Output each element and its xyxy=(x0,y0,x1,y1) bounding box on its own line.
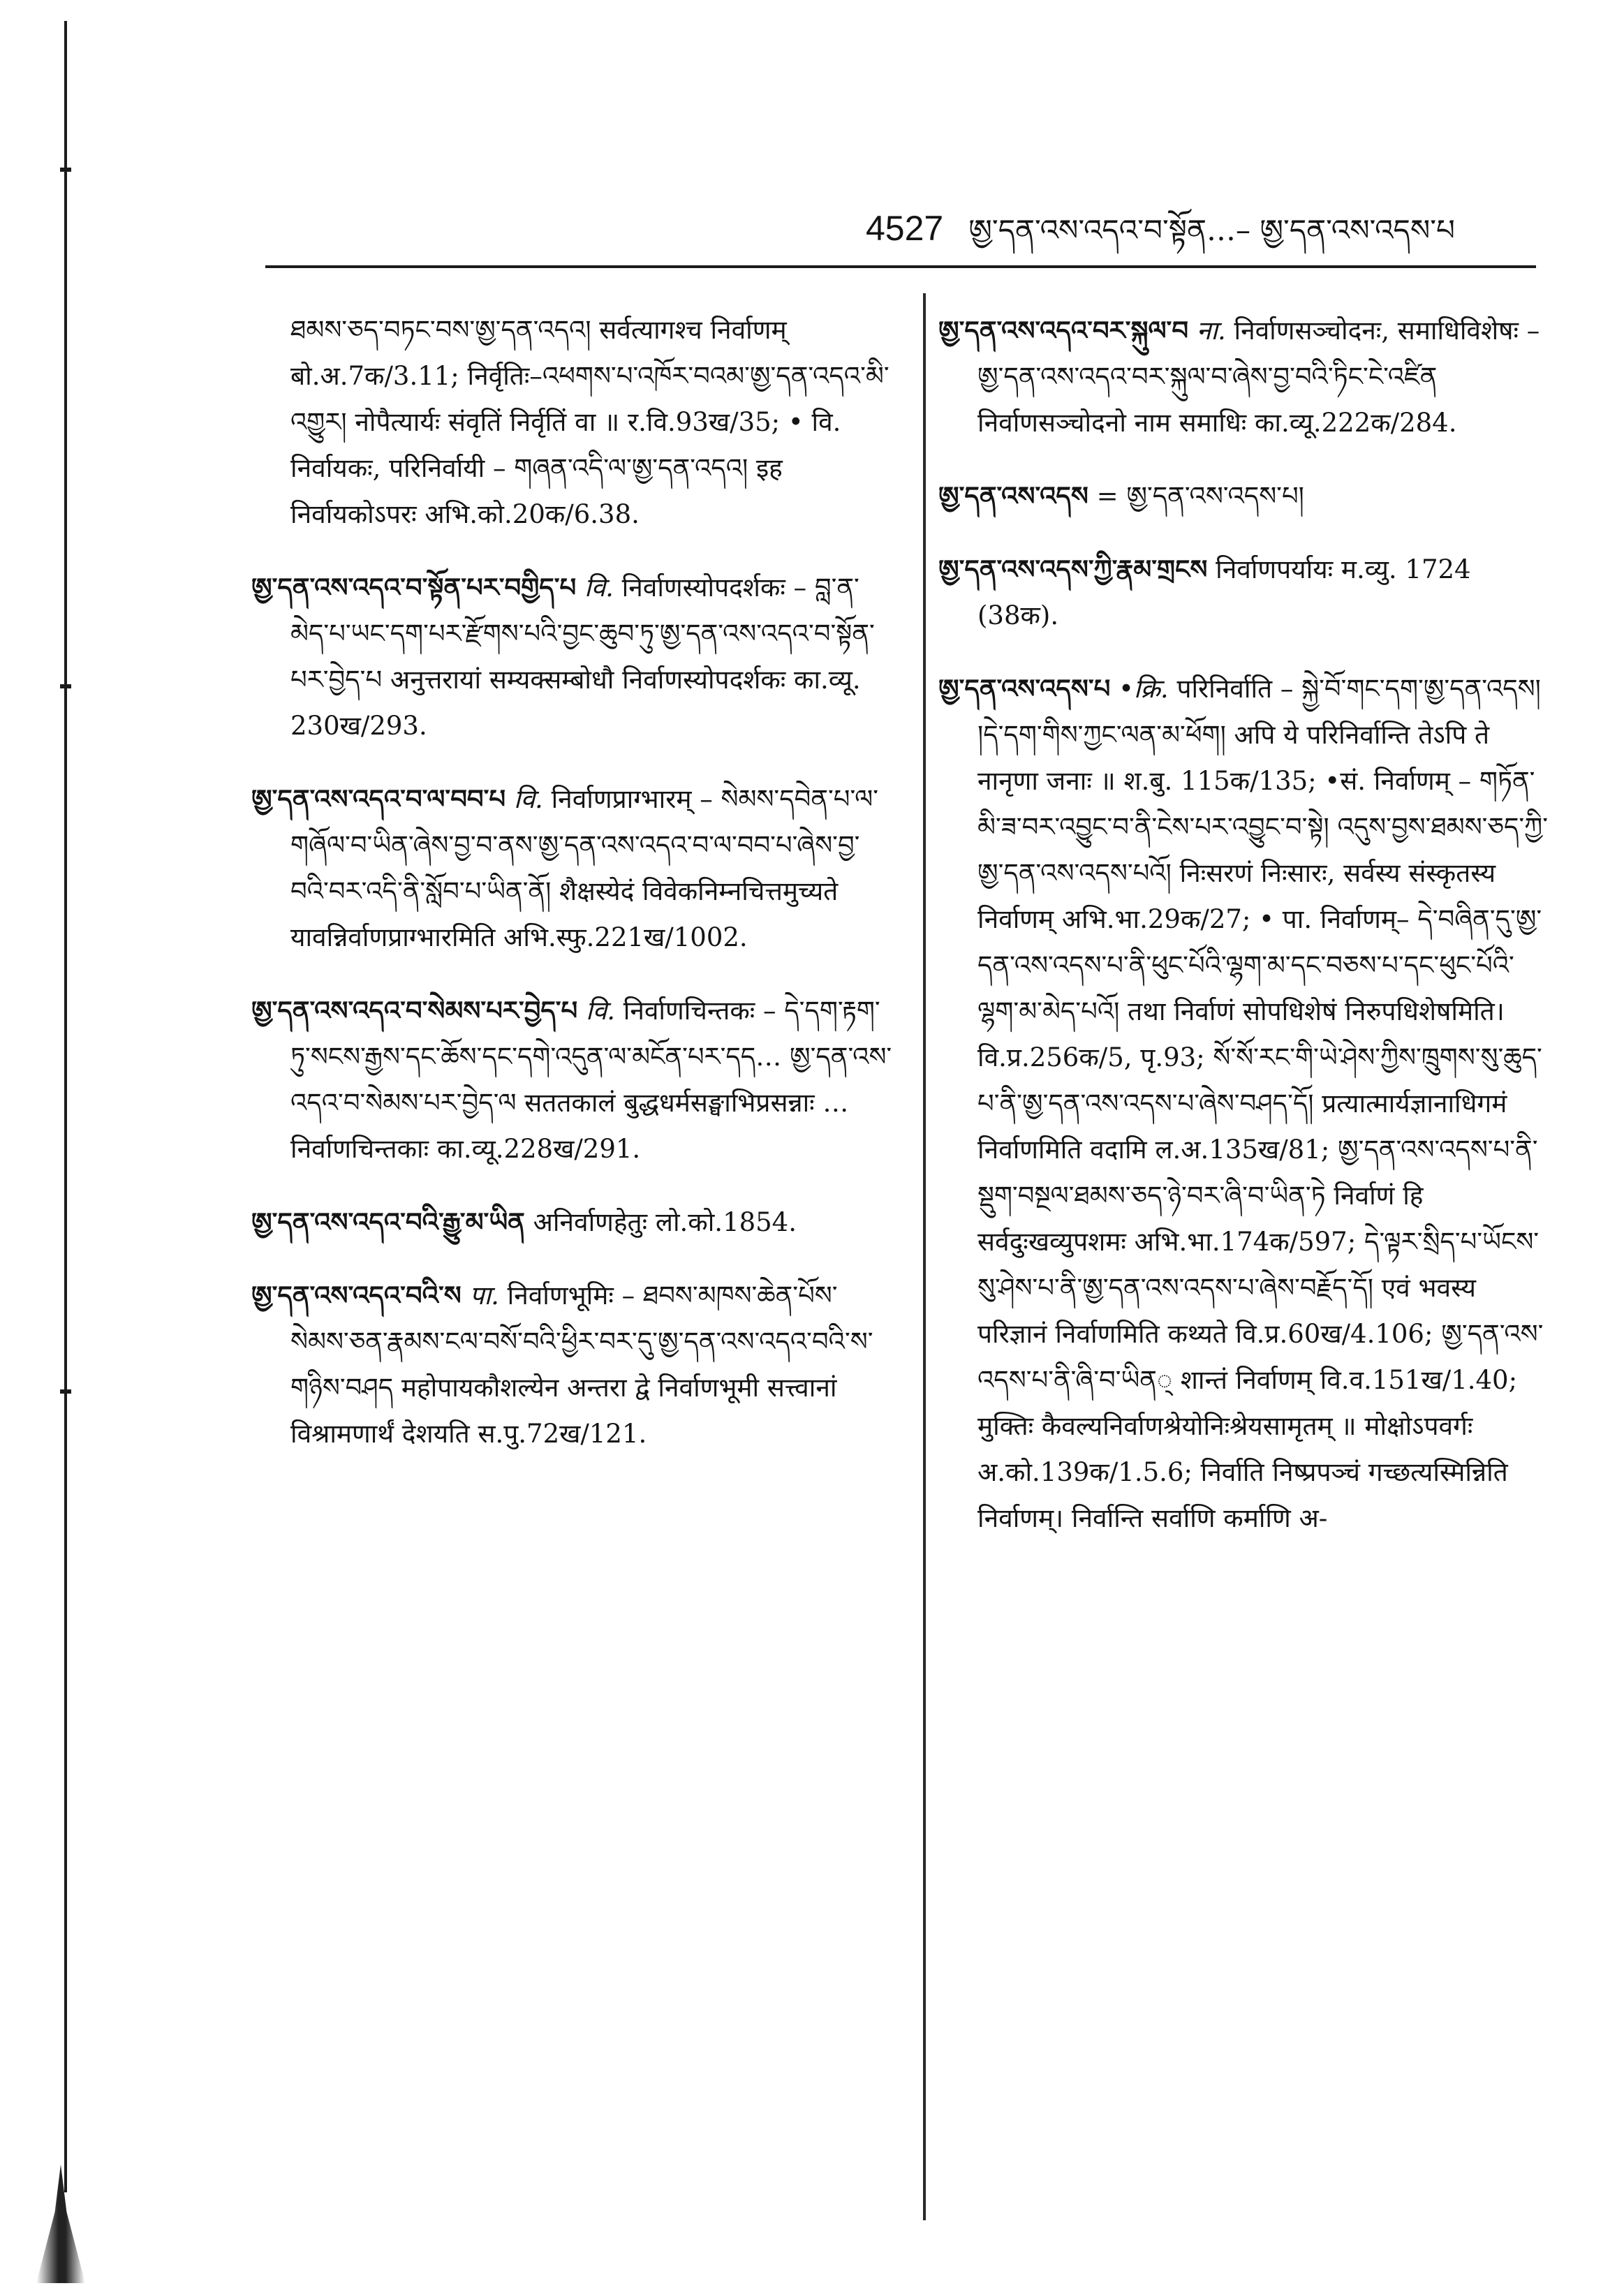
entry-text: ཐམས་ཅད་བཏང་བས་ཨྱ་དན་འདའ། सर्वत्यागश्च निर्वाणम् बो.अ.7क/3.11; निर्वृतिः–འཕགས་པ་འཁོར་བའམ་ཨྱ་དན་འདའ་མི་འགྱུར། नोपैत्यार्यः संवृतिं निर्वृतिं वा ॥ र.वि.93ख/35; • वि. निर्वायकः, परिनिर्वायी – གཞན་འདི་ལ་ཨྱ་དན་འདའ། इह निर्वायकोऽपरः अभि.को.20क/6.38. xyxy=(290,315,889,529)
entry-headword: ཨྱ་དན་འས་འདའ་བ་ལ་བབ་པ xyxy=(251,783,506,814)
page-number: 4527 xyxy=(866,209,944,248)
entry-text: निर्वाणचिन्तकः – དེ་དག་རྟག་ཏུ་སངས་རྒྱས་དང་ཆོས་དང་དགེ་འདུན་ལ་མངོན་པར་དད… ཨྱ་དན་འས་འདའ་བ་སེམས་པར་བྱེད་ལ सततकालं बुद्धधर्मसङ्घाभिप्रसन्नाः …निर्वाणचिन्तकाः का.व्यू.228ख/291. xyxy=(290,996,892,1164)
dictionary-entry xyxy=(251,776,894,961)
page-header xyxy=(866,197,1550,253)
binding-mark xyxy=(60,168,71,172)
entry-headword: ཨྱ་དན་འས་འདས་པ xyxy=(938,673,1111,704)
entry-headword: ཨྱ་དན་འས་འདས xyxy=(938,480,1088,511)
dictionary-entry xyxy=(938,546,1553,639)
entry-grammar: वि. xyxy=(513,784,543,814)
dictionary-entry xyxy=(251,987,894,1172)
left-column xyxy=(251,307,894,1484)
right-column xyxy=(938,307,1553,1568)
dictionary-entry xyxy=(251,564,894,749)
entry-grammar: वि. xyxy=(584,573,614,603)
entry-text: निर्वाणभूमिः – ཐབས་མཁས་ཆེན་པོས་སེམས་ཅན་རྣམས་ངལ་བསོ་བའི་ཕྱིར་བར་དུ་ཨྱ་དན་འས་འདའ་བའི་ས་གཉིས་བཤད महोपायकौशल्येन अन्तरा द्वे निर्वाणभूमी सत्त्वानां विश्रामणार्थं देशयति स.पु.72ख/121. xyxy=(290,1281,873,1449)
dictionary-entry xyxy=(251,1272,894,1457)
column-divider xyxy=(923,293,926,2220)
entry-text: निर्वाणप्राग्भारम् – སེམས་དབེན་པ་ལ་གཞོལ་བ་ཡིན་ཞེས་བྱ་བ་ནས་ཨྱ་དན་འས་འདའ་བ་ལ་བབ་པ་ཞེས་བྱ་བའི་བར་འདི་ནི་སློབ་པ་ཡིན་ནོ། शैक्षस्येदं विवेकनिम्नचित्तमुच्यते यावन्निर्वाणप्राग्भारमिति अभि.स्फु.221ख/1002. xyxy=(290,784,879,952)
entry-grammar: ना. xyxy=(1196,316,1226,346)
binding-mark xyxy=(60,1389,71,1394)
entry-headword: ཨྱ་དན་འས་འདའ་བའི་རྒྱུ་མ་ཡིན xyxy=(251,1206,525,1237)
entry-headword: ཨྱ་དན་འས་འདའ་བ་སྟོན་པར་བགྱིད་པ xyxy=(251,572,577,603)
entry-text: = ཨྱ་དན་འས་འདས་པ། xyxy=(1096,481,1304,511)
running-head: ཨྱ་དན་འས་འདའ་བ་སྟོན…– ཨྱ་དན་འས་འདས་པ xyxy=(968,213,1455,247)
dictionary-entry xyxy=(938,473,1553,519)
entry-headword: ཨྱ་དན་འས་འདས་ཀྱི་རྣམ་གྲངས xyxy=(938,554,1208,584)
entry-headword: ཨྱ་དན་འས་འདའ་བའི་ས xyxy=(251,1280,462,1311)
binding-foot xyxy=(36,2164,85,2283)
binding-edge xyxy=(64,21,67,2192)
header-rule xyxy=(265,265,1536,268)
dictionary-entry xyxy=(251,307,894,538)
dictionary-entry xyxy=(938,665,1553,1542)
entry-headword: ཨྱ་དན་འས་འདའ་བར་སྐུལ་བ xyxy=(938,315,1189,346)
entry-grammar: पा. xyxy=(469,1281,499,1311)
entry-text: निर्वाणसञ्चोदनः, समाधिविशेषः – ཨྱ་དན་འས་འདའ་བར་སྐུལ་བ་ཞེས་བྱ་བའི་ཏིང་ངེ་འཛིན निर्वाणसञ्चोदनो नाम समाधिः का.व्यू.222क/284. xyxy=(977,316,1540,438)
entry-text: निर्वाणस्योपदर्शकः – བླ་ན་མེད་པ་ཡང་དག་པར་རྫོགས་པའི་བྱང་ཆུབ་ཏུ་ཨྱ་དན་འས་འདའ་བ་སྟོན་པར་བྱེད་པ अनुत्तरायां सम्यक्सम्बोधौ निर्वाणस्योपदर्शकः का.व्यू. 230ख/293. xyxy=(290,573,875,741)
entry-grammar: वि. xyxy=(586,996,615,1026)
entry-grammar: •क्रि. xyxy=(1119,674,1169,704)
dictionary-entry xyxy=(251,1199,894,1246)
entry-headword: ཨྱ་དན་འས་འདའ་བ་སེམས་པར་བྱེད་པ xyxy=(251,995,578,1026)
binding-mark xyxy=(60,684,71,688)
dictionary-entry xyxy=(938,307,1553,446)
entry-text: अनिर्वाणहेतुः लो.को.1854. xyxy=(533,1207,797,1237)
entry-text: परिनिर्वाति – སྐྱེ་བོ་གང་དག་ཨྱ་དན་འདས། །དེ་དག་གིས་ཀྱང་ལན་མ་ཕོག། अपि ये परिनिर्वान्ति तेऽपि ते नानृणा जनाः ॥ श.बु. 115क/135; •सं. निर्वाणम् – གཏོན་མི་ཟ་བར་འབྱུང་བ་ནི་ངེས་པར་འབྱུང་བ་སྟེ། འདུས་བྱས་ཐམས་ཅད་ཀྱི་ཨྱ་དན་འས་འདས་པའོ། निःसरणं निःसारः, सर्वस्य संस्कृतस्य निर्वाणम् अभि.भा.29क/27; • पा. निर्वाणम्– དེ་བཞིན་དུ་ཨྱ་དན་འས་འདས་པ་ནི་ཕུང་པོའི་ལྷག་མ་དང་བཅས་པ་དང་ཕུང་པོའི་ལྷག་མ་མེད་པའོ། तथा निर्वाणं सोपधिशेषं निरुपधिशेषमिति। वि.प्र.256क/5, पृ.93; སོ་སོ་རང་གི་ཡེ་ཤེས་ཀྱིས་ཁྲུགས་སུ་ཆུད་པ་ནི་ཨྱ་དན་འས་འདས་པ་ཞེས་བཤད་དོ། प्रत्यात्मार्यज्ञानाधिगमं निर्वाणमिति वदामि ल.अ.135ख/81; ཨྱ་དན་འས་འདས་པ་ནི་སྡུག་བསྔལ་ཐམས་ཅད་ཉེ་བར་ཞི་བ་ཡིན་ཏེ निर्वाणं हि सर्वदुःखव्युपशमः अभि.भा.174क/597; དེ་ལྟར་སྲིད་པ་ཡོངས་སུ་ཤེས་པ་ནི་ཨྱ་དན་འས་འདས་པ་ཞེས་བརྗོད་དོ། एवं भवस्य परिज्ञानं निर्वाणमिति कथ्यते वि.प्र.60ख/4.106; ཨྱ་དན་འས་འདས་པ་ནི་ཞི་བ་ཡིན् शान्तं निर्वाणम् वि.व.151ख/1.40; मुक्तिः कैवल्यनिर्वाणश्रेयोनिःश्रेयसामृतम् ॥ मोक्षोऽपवर्गः अ.को.139क/1.5.6; निर्वाति निष्प्रपञ्चं गच्छत्यस्मिन्निति निर्वाणम्। निर्वान्ति सर्वाणि कर्माणि अ- xyxy=(977,674,1548,1533)
entry-text: निर्वाणपर्यायः म.व्यु. 1724 (38क). xyxy=(977,554,1471,630)
